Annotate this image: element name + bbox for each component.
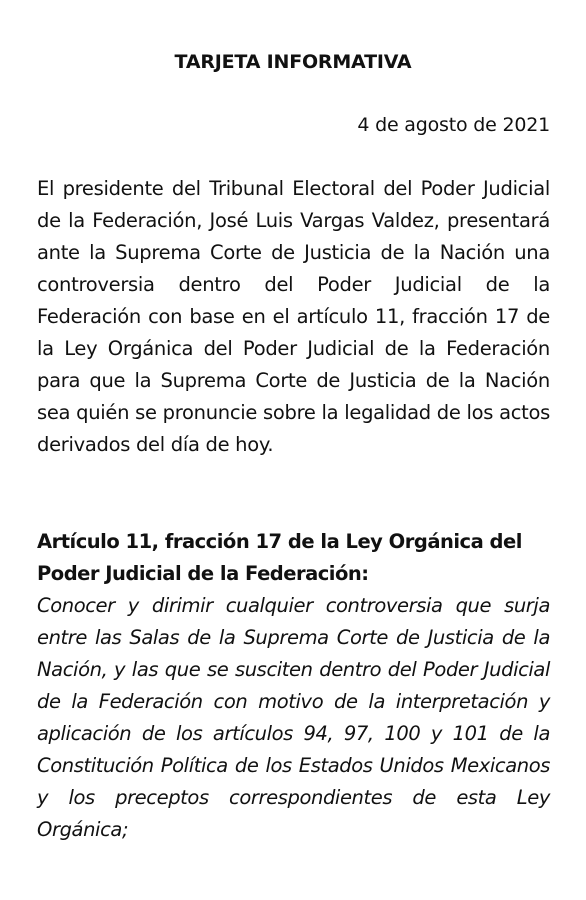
document-title: TARJETA INFORMATIVA xyxy=(174,51,412,73)
article-heading: Artículo 11, fracción 17 de la Ley Orgánica del Poder Judicial de la Federación: xyxy=(37,530,522,585)
document-date: 4 de agosto de 2021 xyxy=(357,114,550,136)
article-text: Conocer y dirimir cualquier controversia que surja entre las Salas de la Suprema Corte de Justicia de la Nación, y las que se susciten dentro del Poder Judicial de la Federación con motivo de la interpretación y aplicación de los artículos 94, 97, 100 y 101 de la Constitución Política de los Estados Unidos Mexicanos y los preceptos correspondientes de esta Ley Orgánica; xyxy=(37,594,550,841)
main-paragraph: El presidente del Tribunal Electoral del Poder Judicial de la Federación, José Luis Vargas Valdez, presentará ante la Suprema Corte de Justicia de la Nación una controversia dentro del Poder Judicial de la Federación con base en el artículo 11, fracción 17 de la Ley Orgánica del Poder Judicial de la Federación para que la Suprema Corte de Justicia de la Nación sea quién se pronuncie sobre la legalidad de los actos derivados del día de hoy. xyxy=(37,177,550,456)
